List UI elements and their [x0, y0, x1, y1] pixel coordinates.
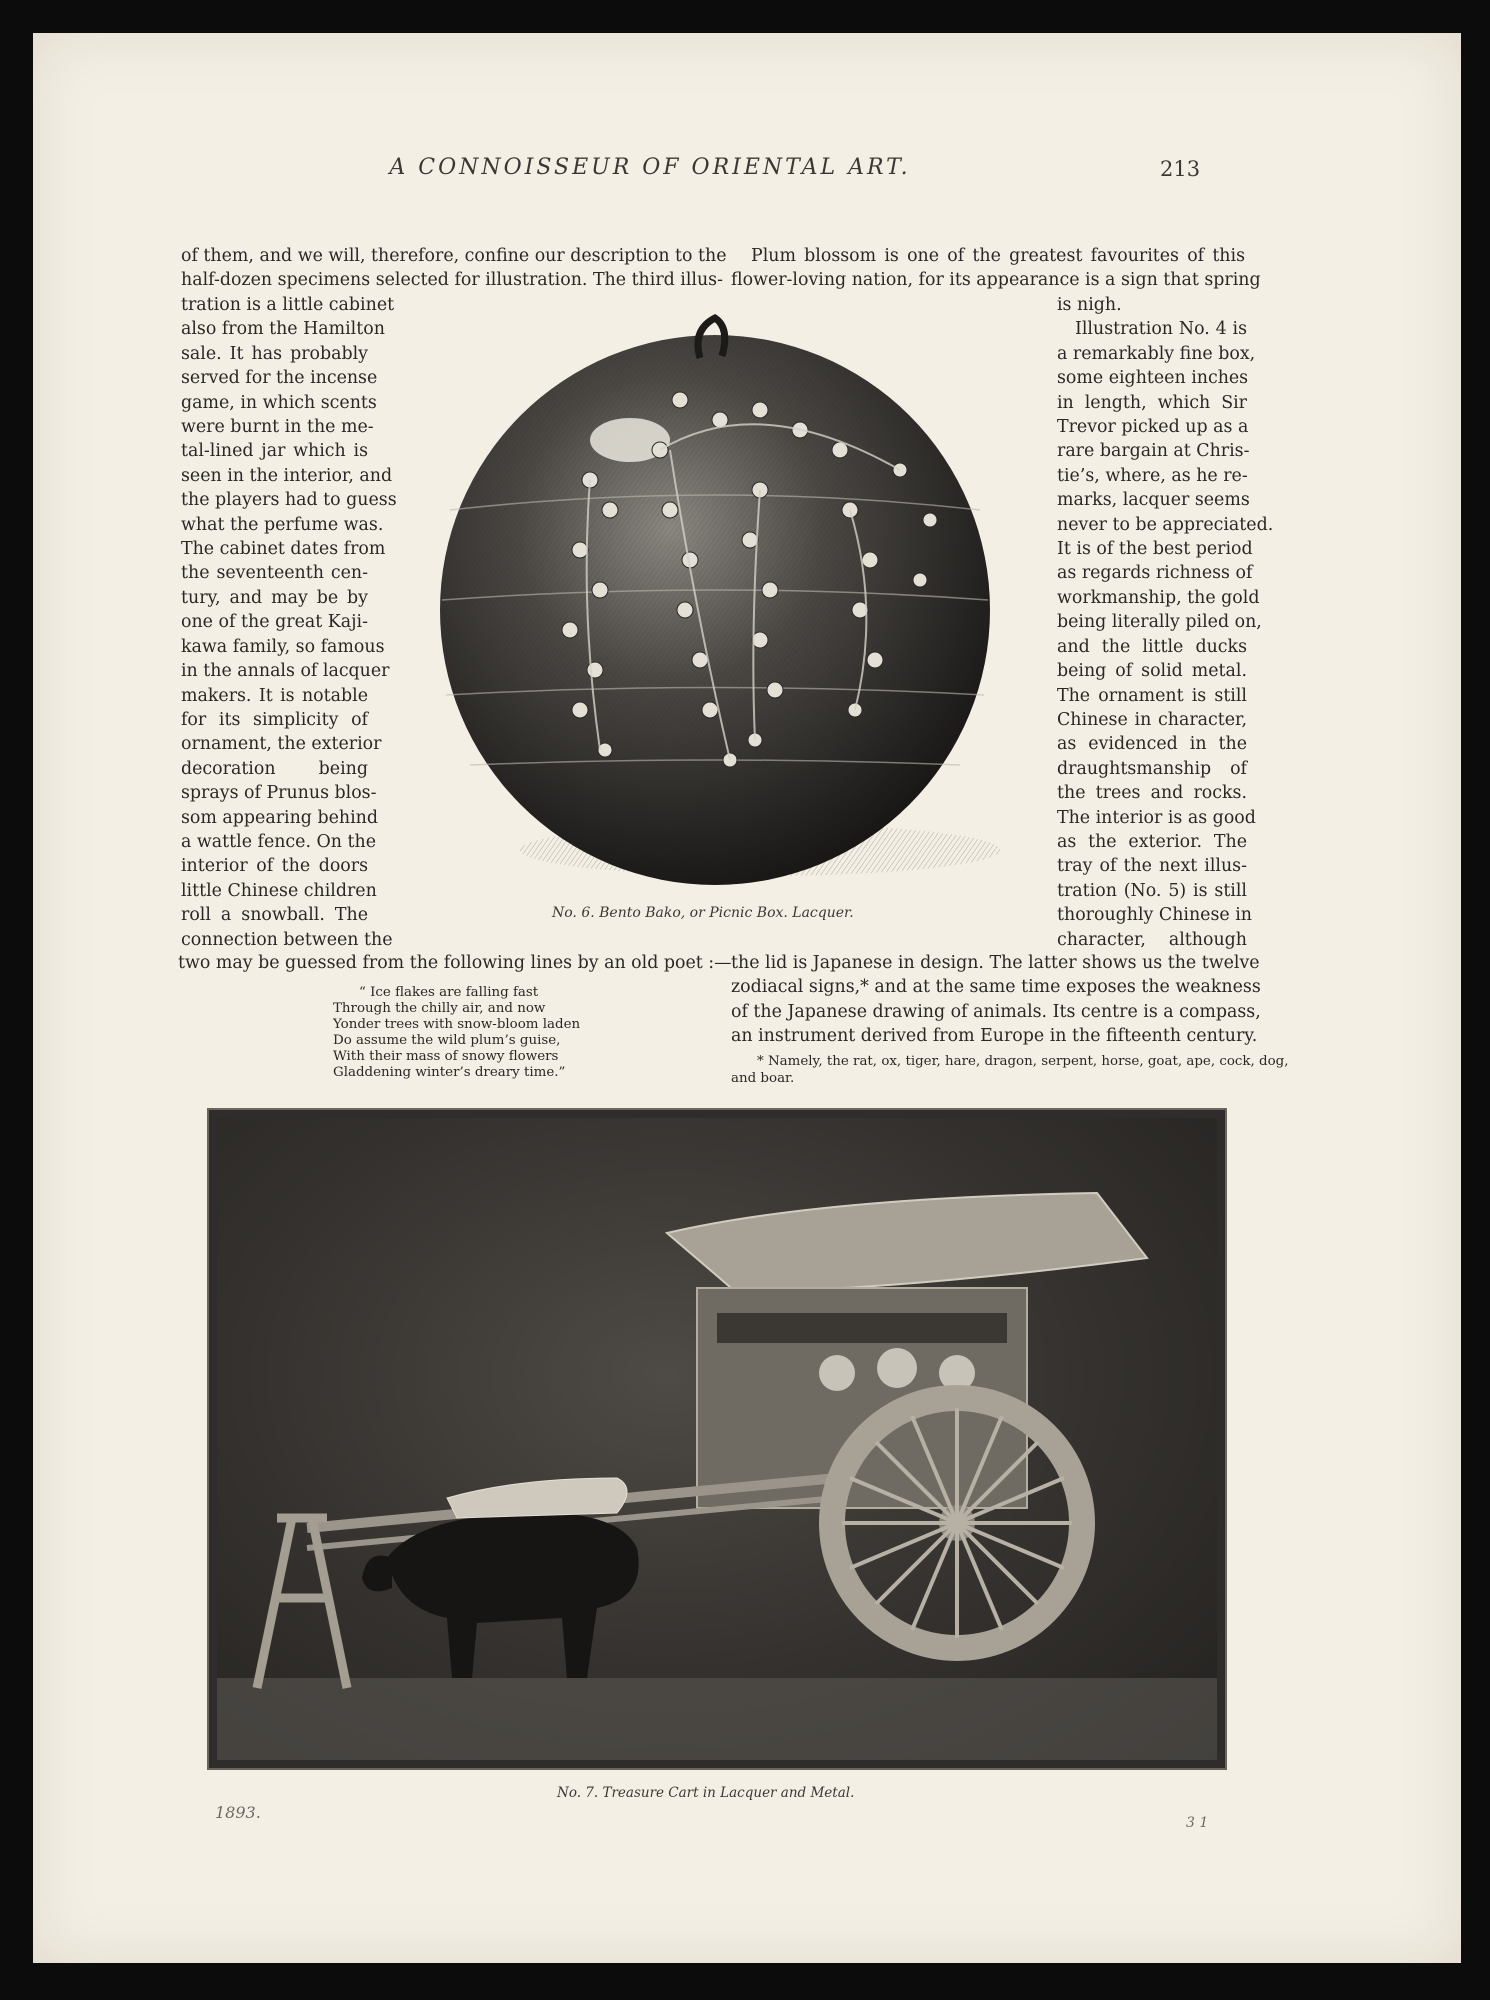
- text-line: what the perfume was.: [181, 514, 384, 535]
- footnote: [731, 1053, 1289, 1087]
- poem-line: Through the chilly air, and now: [333, 1001, 546, 1016]
- text-line: rare bargain at Chris-: [1057, 441, 1250, 462]
- text-line: workmanship, the gold: [1057, 587, 1260, 608]
- text-line: the lid is Japanese in design. The latter shows us the twelve: [731, 953, 1260, 973]
- text-line: being literally piled on,: [1057, 612, 1262, 633]
- left-bottom-text: [178, 951, 732, 975]
- text-line: The interior is as good: [1057, 807, 1256, 828]
- poem: [333, 985, 580, 1081]
- right-narrow-text: [1057, 293, 1274, 952]
- poem-line: Yonder trees with snow-bloom laden: [333, 1017, 581, 1032]
- text-line: were burnt in the me-: [181, 417, 374, 438]
- cart-roof: [667, 1193, 1147, 1293]
- bento-box-engraving: [430, 310, 1010, 900]
- text-line: tration is a little cabinet: [181, 295, 395, 315]
- text-line: connection between the: [181, 929, 393, 950]
- text-line: being of solid metal.: [1057, 661, 1247, 682]
- text-line: Illustration No. 4 is: [1075, 319, 1247, 340]
- text-line: the trees and rocks.: [1057, 783, 1247, 804]
- text-line: seen in the interior, and: [181, 465, 393, 486]
- poem-line: Do assume the wild plum’s guise,: [333, 1033, 561, 1048]
- text-line: Plum blossom is one of the greatest favourites of this: [751, 246, 1245, 266]
- text-line: character, although: [1057, 929, 1247, 950]
- figure-7-caption: No. 7. Treasure Cart in Lacquer and Metal.: [557, 1785, 855, 1801]
- text-line: and the little ducks: [1057, 636, 1247, 657]
- treasure-cart-photo: [207, 1108, 1227, 1770]
- text-line: game, in which scents: [181, 392, 377, 413]
- text-line: Trevor picked up as a: [1057, 417, 1249, 438]
- text-line: is nigh.: [1057, 295, 1122, 315]
- text-line: The cabinet dates from: [181, 539, 386, 560]
- text-line: tray of the next illus-: [1057, 856, 1247, 877]
- signature-mark: 3 1: [1186, 1815, 1209, 1831]
- page-number: 213: [1160, 157, 1201, 181]
- text-line: roll a snowball. The: [181, 905, 368, 926]
- cart-wheel: [832, 1398, 1082, 1648]
- text-line: a remarkably fine box,: [1057, 343, 1256, 364]
- text-line: sale. It has probably: [181, 343, 368, 364]
- text-line: Chinese in character,: [1057, 709, 1247, 730]
- text-line: interior of the doors: [181, 856, 368, 877]
- left-narrow-text: [181, 293, 397, 952]
- text-line: the players had to guess: [181, 490, 397, 511]
- text-line: flower-loving nation, for its appearance is a sign that spring: [731, 270, 1261, 291]
- running-header: A CONNOISSEUR OF ORIENTAL ART.: [389, 155, 911, 180]
- text-line: tal-lined jar which is: [181, 441, 368, 462]
- text-line: The ornament is still: [1057, 685, 1247, 706]
- poem-line: “ Ice flakes are falling fast: [359, 985, 539, 1000]
- text-line: as the exterior. The: [1057, 831, 1247, 852]
- year-mark: 1893.: [215, 1803, 261, 1822]
- table-surface: [217, 1678, 1217, 1760]
- text-line: an instrument derived from Europe in the fifteenth century.: [731, 1026, 1258, 1047]
- footnote-line: and boar.: [731, 1071, 795, 1086]
- text-line: thoroughly Chinese in: [1057, 905, 1252, 926]
- text-line: kawa family, so famous: [181, 636, 385, 657]
- text-line: as evidenced in the: [1057, 734, 1247, 755]
- text-line: little Chinese children: [181, 880, 377, 901]
- text-line: marks, lacquer seems: [1057, 490, 1250, 511]
- text-line: makers. It is notable: [181, 685, 368, 706]
- text-line: zodiacal signs,* and at the same time exposes the weakness: [731, 977, 1261, 998]
- left-top-text: [181, 244, 727, 293]
- text-line: ornament, the exterior: [181, 734, 382, 755]
- text-line: tury, and may be by: [181, 587, 368, 608]
- text-line: for its simplicity of: [181, 709, 368, 730]
- text-line: as regards richness of: [1057, 563, 1253, 584]
- text-line: one of the great Kaji-: [181, 612, 368, 633]
- text-line: draughtsmanship of: [1057, 758, 1247, 779]
- cart-illustration: [217, 1118, 1217, 1760]
- poem-line: With their mass of snowy flowers: [333, 1049, 559, 1064]
- text-line: some eighteen inches: [1057, 368, 1249, 389]
- text-line: served for the incense: [181, 368, 378, 389]
- text-line: of the Japanese drawing of animals. Its centre is a compass,: [731, 1001, 1261, 1022]
- text-line: in the annals of lacquer: [181, 661, 390, 682]
- right-top-text: [731, 244, 1261, 293]
- poem-line: Gladdening winter’s dreary time.”: [333, 1065, 566, 1080]
- footnote-line: * Namely, the rat, ox, tiger, hare, dragon, serpent, horse, goat, ape, cock, dog,: [757, 1054, 1289, 1069]
- text-line: two may be guessed from the following lines by an old poet :—: [178, 953, 732, 973]
- text-line: half-dozen specimens selected for illustration. The third illus-: [181, 270, 723, 291]
- text-line: a wattle fence. On the: [181, 831, 376, 852]
- text-line: of them, and we will, therefore, confine our description to the: [181, 246, 727, 266]
- text-line: also from the Hamilton: [181, 319, 385, 340]
- text-line: in length, which Sir: [1057, 392, 1247, 413]
- text-line: It is of the best period: [1057, 539, 1253, 560]
- text-line: decoration being: [181, 758, 368, 779]
- right-bottom-text: [731, 951, 1261, 1049]
- text-line: tration (No. 5) is still: [1057, 880, 1247, 901]
- text-line: som appearing behind: [181, 807, 378, 828]
- text-line: never to be appreciated.: [1057, 514, 1274, 535]
- ox: [362, 1478, 639, 1678]
- text-line: tie’s, where, as he re-: [1057, 465, 1248, 486]
- text-line: the seventeenth cen-: [181, 563, 368, 584]
- figure-6-caption: No. 6. Bento Bako, or Picnic Box. Lacquer.: [552, 905, 854, 921]
- text-line: sprays of Prunus blos-: [181, 783, 377, 804]
